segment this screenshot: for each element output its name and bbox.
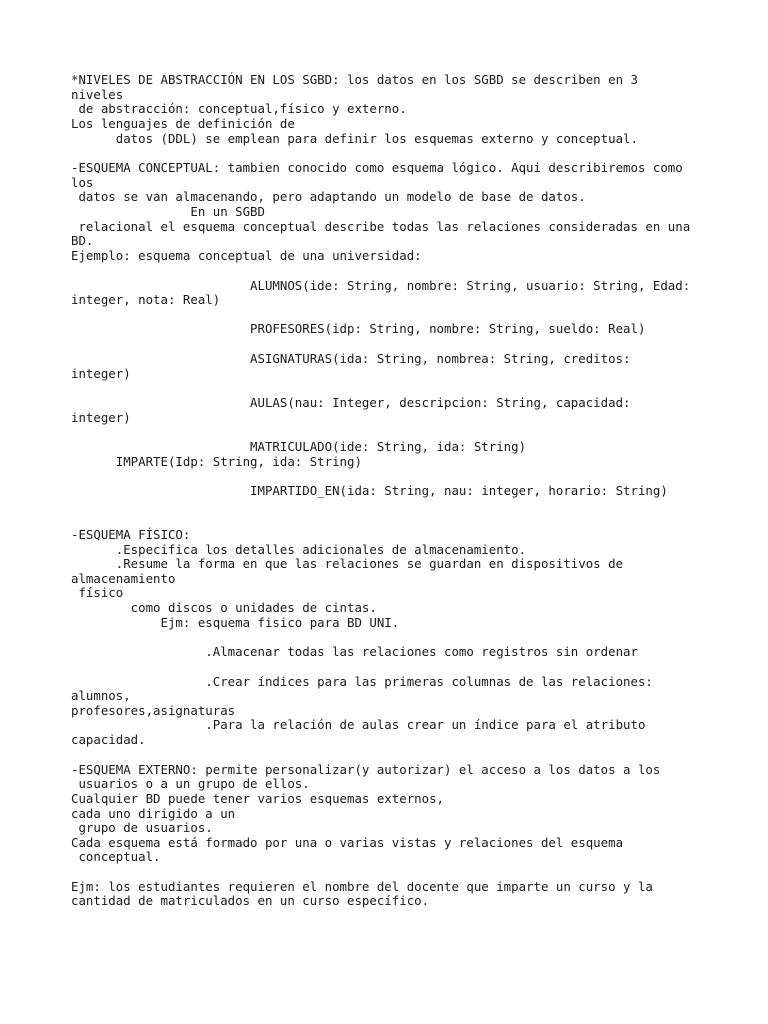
text-line: datos (DDL) se emplean para definir los esquemas externo y conceptual. [71,131,638,146]
text-line: Los lenguajes de definición de [71,116,295,131]
text-line: usuarios o a un grupo de ellos. [71,776,310,791]
schema-relation: PROFESORES(idp: String, nombre: String, sueldo: Real) [71,321,646,336]
text-line: Cualquier BD puede tener varios esquemas externos, [71,791,444,806]
text-line: cada uno dirigido a un [71,806,236,821]
text-line: *NIVELES DE ABSTRACCIÓN EN LOS SGBD: los datos en los SGBD se describen en 3 [71,72,638,87]
schema-relation: IMPARTIDO_EN(ida: String, nau: integer, horario: String) [71,483,668,498]
text-line: integer) [71,410,131,425]
text-line: relacional el esquema conceptual describe todas las relaciones consideradas en una [71,219,691,234]
text-line: -ESQUEMA CONCEPTUAL: tambien conocido como esquema lógico. Aqui describiremos como [71,160,683,175]
text-line: profesores,asignaturas [71,703,236,718]
schema-relation: IMPARTE(Idp: String, ida: String) [71,454,362,469]
text-line: .Para la relación de aulas crear un índice para el atributo [71,717,646,732]
text-line: .Especifica los detalles adicionales de almacenamiento. [71,542,527,557]
text-line: En un SGBD [71,204,265,219]
text-line: capacidad. [71,732,146,747]
text-line: niveles [71,87,124,102]
text-line: Ejm: los estudiantes requieren el nombre del docente que imparte un curso y la [71,879,653,894]
text-line: almacenamiento [71,571,176,586]
text-line: cantidad de matriculados en un curso específico. [71,893,430,908]
text-line: integer) [71,366,131,381]
text-line: .Almacenar todas las relaciones como registros sin ordenar [71,644,638,659]
text-line: integer, nota: Real) [71,292,221,307]
text-line: alumnos, [71,688,131,703]
text-line: físico [71,585,124,600]
text-line: grupo de usuarios. [71,820,213,835]
text-line: .Crear índices para las primeras columnas de las relaciones: [71,674,653,689]
text-line: BD. [71,233,94,248]
schema-relation: ASIGNATURAS(ida: String, nombrea: String, creditos: [71,351,631,366]
text-line: de abstracción: conceptual,físico y externo. [71,101,407,116]
text-line: Ejm: esquema fisico para BD UNI. [71,615,400,630]
text-line: Ejemplo: esquema conceptual de una universidad: [71,248,422,263]
text-line: -ESQUEMA FÍSICO: [71,527,191,542]
schema-relation: ALUMNOS(ide: String, nombre: String, usuario: String, Edad: [71,278,691,293]
text-line: los [71,175,94,190]
text-line: como discos o unidades de cintas. [71,600,377,615]
schema-relation: AULAS(nau: Integer, descripcion: String, capacidad: [71,395,631,410]
text-line: Cada esquema está formado por una o varias vistas y relaciones del esquema [71,835,624,850]
text-line: -ESQUEMA EXTERNO: permite personalizar(y autorizar) el acceso a los datos a los [71,762,661,777]
text-line: datos se van almacenando, pero adaptando un modelo de base de datos. [71,189,586,204]
text-line: .Resume la forma en que las relaciones se guardan en dispositivos de [71,556,624,571]
schema-relation: MATRICULADO(ide: String, ida: String) [71,439,527,454]
text-line: conceptual. [71,849,161,864]
